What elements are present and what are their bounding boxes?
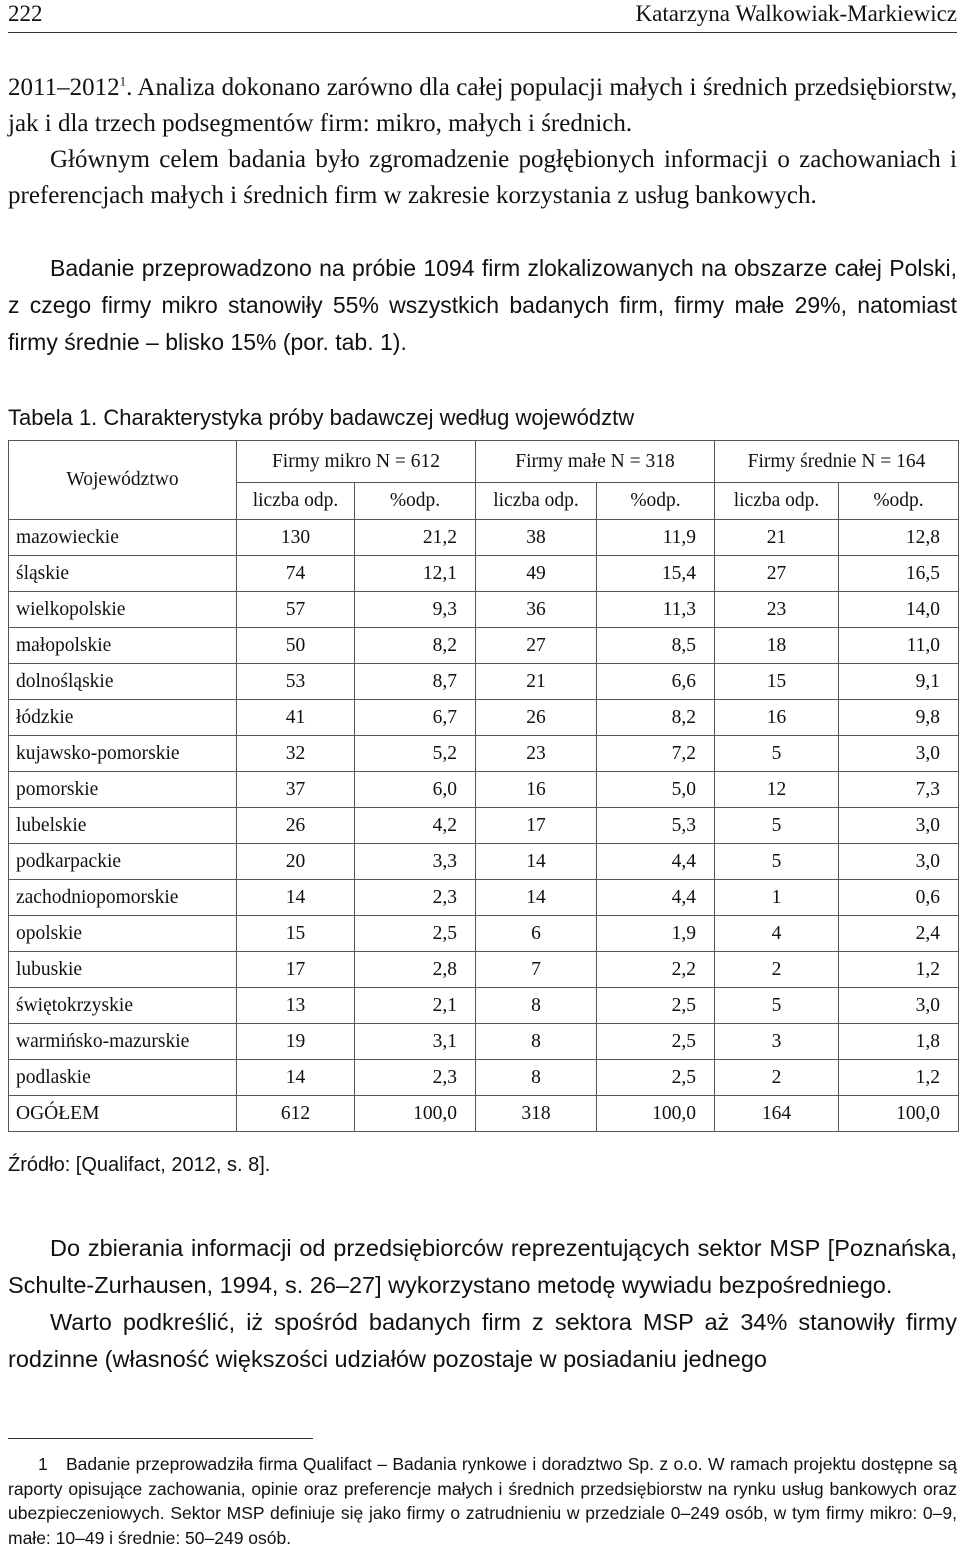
srednie-percent-cell: 2,4 xyxy=(839,916,959,952)
male-percent-cell: 4,4 xyxy=(597,844,715,880)
male-percent-cell: 4,4 xyxy=(597,880,715,916)
srednie-percent-cell: 1,2 xyxy=(839,1060,959,1096)
table-source: Źródło: [Qualifact, 2012, s. 8]. xyxy=(8,1154,271,1176)
subheader-percent: %odp. xyxy=(839,483,959,520)
male-percent-cell: 2,5 xyxy=(597,988,715,1024)
intro-block xyxy=(8,70,957,214)
sample-table xyxy=(8,440,959,1132)
male-percent-cell: 2,5 xyxy=(597,1024,715,1060)
table-row xyxy=(9,700,959,736)
region-name-cell: małopolskie xyxy=(9,628,237,664)
male-percent-cell: 8,5 xyxy=(597,628,715,664)
region-name-cell: kujawsko-pomorskie xyxy=(9,736,237,772)
mikro-count-cell: 57 xyxy=(237,592,355,628)
intro-text-1: . Analiza dokonano zarówno dla całej populacji małych i średnich przedsiębiorstw, jak i dla trzech podsegmentów firm: mikro, małych i średnich. xyxy=(8,74,957,137)
srednie-percent-cell: 1,2 xyxy=(839,952,959,988)
region-name-cell: łódzkie xyxy=(9,700,237,736)
body-block xyxy=(8,1230,957,1378)
srednie-count-cell: 15 xyxy=(715,664,839,700)
table-row xyxy=(9,808,959,844)
srednie-percent-cell: 3,0 xyxy=(839,844,959,880)
mikro-count-cell: 37 xyxy=(237,772,355,808)
sample-paragraph-block xyxy=(8,250,957,361)
mikro-percent-cell: 4,2 xyxy=(355,808,476,844)
mikro-count-cell: 612 xyxy=(237,1096,355,1132)
male-count-cell: 36 xyxy=(476,592,597,628)
body-paragraph-2: Warto podkreślić, iż spośród badanych firm z sektora MSP aż 34% stanowiły firmy rodzinne (własność większości udziałów pozostaje w posiadaniu jednego xyxy=(8,1309,957,1372)
table-row xyxy=(9,1060,959,1096)
male-percent-cell: 8,2 xyxy=(597,700,715,736)
footnote-mark: 1 xyxy=(38,1454,48,1474)
srednie-count-cell: 5 xyxy=(715,736,839,772)
group-header-mikro: Firmy mikro N = 612 xyxy=(237,441,476,483)
region-header: Województwo xyxy=(9,441,237,520)
running-author: Katarzyna Walkowiak-Markiewicz xyxy=(635,1,957,26)
srednie-percent-cell: 7,3 xyxy=(839,772,959,808)
table-row xyxy=(9,916,959,952)
mikro-percent-cell: 2,1 xyxy=(355,988,476,1024)
intro-years: 2011–2012 xyxy=(8,74,120,101)
region-name-cell: OGÓŁEM xyxy=(9,1096,237,1132)
table-row xyxy=(9,556,959,592)
mikro-count-cell: 41 xyxy=(237,700,355,736)
srednie-percent-cell: 12,8 xyxy=(839,520,959,556)
mikro-count-cell: 14 xyxy=(237,1060,355,1096)
male-percent-cell: 7,2 xyxy=(597,736,715,772)
srednie-percent-cell: 100,0 xyxy=(839,1096,959,1132)
mikro-percent-cell: 9,3 xyxy=(355,592,476,628)
mikro-percent-cell: 6,7 xyxy=(355,700,476,736)
region-name-cell: podlaskie xyxy=(9,1060,237,1096)
table-header-row-groups xyxy=(9,441,959,483)
mikro-count-cell: 130 xyxy=(237,520,355,556)
male-count-cell: 38 xyxy=(476,520,597,556)
mikro-count-cell: 26 xyxy=(237,808,355,844)
footnote-rule xyxy=(8,1438,313,1439)
male-count-cell: 6 xyxy=(476,916,597,952)
mikro-percent-cell: 12,1 xyxy=(355,556,476,592)
male-percent-cell: 15,4 xyxy=(597,556,715,592)
table-title: Tabela 1. Charakterystyka próby badawczej według województw xyxy=(8,405,635,430)
srednie-count-cell: 2 xyxy=(715,1060,839,1096)
table-row xyxy=(9,664,959,700)
srednie-count-cell: 1 xyxy=(715,880,839,916)
footnote xyxy=(8,1452,957,1550)
table-row xyxy=(9,628,959,664)
srednie-percent-cell: 3,0 xyxy=(839,736,959,772)
srednie-percent-cell: 1,8 xyxy=(839,1024,959,1060)
male-percent-cell: 11,9 xyxy=(597,520,715,556)
sample-paragraph: Badanie przeprowadzono na próbie 1094 firm zlokalizowanych na obszarze całej Polski, z czego firmy mikro stanowiły 55% wszystkich badanych firm, firmy małe 29%, natomiast firmy średnie – blisko 15% (por. tab. 1). xyxy=(8,255,957,355)
mikro-percent-cell: 8,7 xyxy=(355,664,476,700)
male-count-cell: 26 xyxy=(476,700,597,736)
male-count-cell: 23 xyxy=(476,736,597,772)
srednie-count-cell: 21 xyxy=(715,520,839,556)
male-percent-cell: 100,0 xyxy=(597,1096,715,1132)
footnote-ref: 1 xyxy=(119,73,127,89)
male-percent-cell: 2,2 xyxy=(597,952,715,988)
srednie-count-cell: 4 xyxy=(715,916,839,952)
male-count-cell: 14 xyxy=(476,880,597,916)
table-row xyxy=(9,1096,959,1132)
male-count-cell: 14 xyxy=(476,844,597,880)
table-row xyxy=(9,736,959,772)
srednie-count-cell: 3 xyxy=(715,1024,839,1060)
mikro-percent-cell: 2,5 xyxy=(355,916,476,952)
page-header xyxy=(8,0,957,32)
mikro-percent-cell: 3,3 xyxy=(355,844,476,880)
srednie-count-cell: 12 xyxy=(715,772,839,808)
region-name-cell: lubelskie xyxy=(9,808,237,844)
srednie-count-cell: 16 xyxy=(715,700,839,736)
page-number: 222 xyxy=(8,1,43,26)
table-row xyxy=(9,520,959,556)
table-row xyxy=(9,844,959,880)
table-row xyxy=(9,988,959,1024)
srednie-percent-cell: 0,6 xyxy=(839,880,959,916)
table-row xyxy=(9,772,959,808)
region-name-cell: świętokrzyskie xyxy=(9,988,237,1024)
mikro-percent-cell: 21,2 xyxy=(355,520,476,556)
region-name-cell: warmińsko-mazurskie xyxy=(9,1024,237,1060)
male-count-cell: 8 xyxy=(476,988,597,1024)
subheader-percent: %odp. xyxy=(597,483,715,520)
mikro-count-cell: 13 xyxy=(237,988,355,1024)
srednie-count-cell: 2 xyxy=(715,952,839,988)
region-name-cell: dolnośląskie xyxy=(9,664,237,700)
region-name-cell: lubuskie xyxy=(9,952,237,988)
table-row xyxy=(9,592,959,628)
male-percent-cell: 6,6 xyxy=(597,664,715,700)
region-name-cell: zachodniopomorskie xyxy=(9,880,237,916)
table-body xyxy=(9,520,959,1132)
subheader-count: liczba odp. xyxy=(715,483,839,520)
mikro-count-cell: 20 xyxy=(237,844,355,880)
srednie-count-cell: 5 xyxy=(715,988,839,1024)
srednie-percent-cell: 9,1 xyxy=(839,664,959,700)
region-name-cell: mazowieckie xyxy=(9,520,237,556)
region-name-cell: wielkopolskie xyxy=(9,592,237,628)
intro-paragraph-2: Głównym celem badania było zgromadzenie pogłębionych informacji o zachowaniach i preferencjach małych i średnich firm w zakresie korzystania z usług bankowych. xyxy=(8,146,957,209)
intro-paragraph-1 xyxy=(8,70,957,142)
male-percent-cell: 2,5 xyxy=(597,1060,715,1096)
mikro-percent-cell: 6,0 xyxy=(355,772,476,808)
mikro-count-cell: 17 xyxy=(237,952,355,988)
mikro-count-cell: 32 xyxy=(237,736,355,772)
srednie-count-cell: 5 xyxy=(715,808,839,844)
body-paragraph-1: Do zbierania informacji od przedsiębiorców reprezentujących sektor MSP [Poznańska, Schulte-Zurhausen, 1994, s. 26–27] wykorzystano metodę wywiadu bezpośredniego. xyxy=(8,1235,957,1298)
srednie-percent-cell: 11,0 xyxy=(839,628,959,664)
mikro-count-cell: 53 xyxy=(237,664,355,700)
srednie-percent-cell: 9,8 xyxy=(839,700,959,736)
mikro-percent-cell: 2,3 xyxy=(355,1060,476,1096)
mikro-count-cell: 15 xyxy=(237,916,355,952)
mikro-count-cell: 14 xyxy=(237,880,355,916)
mikro-count-cell: 50 xyxy=(237,628,355,664)
region-name-cell: opolskie xyxy=(9,916,237,952)
region-name-cell: śląskie xyxy=(9,556,237,592)
male-count-cell: 27 xyxy=(476,628,597,664)
header-rule xyxy=(8,32,957,33)
table-row xyxy=(9,1024,959,1060)
subheader-percent: %odp. xyxy=(355,483,476,520)
mikro-percent-cell: 8,2 xyxy=(355,628,476,664)
male-count-cell: 49 xyxy=(476,556,597,592)
male-percent-cell: 1,9 xyxy=(597,916,715,952)
male-count-cell: 16 xyxy=(476,772,597,808)
srednie-count-cell: 164 xyxy=(715,1096,839,1132)
mikro-percent-cell: 3,1 xyxy=(355,1024,476,1060)
srednie-percent-cell: 3,0 xyxy=(839,808,959,844)
male-count-cell: 21 xyxy=(476,664,597,700)
region-name-cell: podkarpackie xyxy=(9,844,237,880)
srednie-count-cell: 23 xyxy=(715,592,839,628)
male-percent-cell: 5,3 xyxy=(597,808,715,844)
male-percent-cell: 11,3 xyxy=(597,592,715,628)
srednie-count-cell: 5 xyxy=(715,844,839,880)
footnote-paragraph xyxy=(8,1452,957,1550)
group-header-male: Firmy małe N = 318 xyxy=(476,441,715,483)
region-name-cell: pomorskie xyxy=(9,772,237,808)
male-count-cell: 8 xyxy=(476,1060,597,1096)
table-row xyxy=(9,880,959,916)
mikro-count-cell: 74 xyxy=(237,556,355,592)
srednie-percent-cell: 14,0 xyxy=(839,592,959,628)
mikro-percent-cell: 2,3 xyxy=(355,880,476,916)
male-count-cell: 7 xyxy=(476,952,597,988)
group-header-srednie: Firmy średnie N = 164 xyxy=(715,441,959,483)
male-percent-cell: 5,0 xyxy=(597,772,715,808)
subheader-count: liczba odp. xyxy=(237,483,355,520)
srednie-percent-cell: 3,0 xyxy=(839,988,959,1024)
mikro-percent-cell: 5,2 xyxy=(355,736,476,772)
srednie-count-cell: 27 xyxy=(715,556,839,592)
male-count-cell: 8 xyxy=(476,1024,597,1060)
mikro-percent-cell: 2,8 xyxy=(355,952,476,988)
footnote-text: Badanie przeprowadziła firma Qualifact – Badania rynkowe i doradztwo Sp. z o.o. W ramach projektu dostępne są raporty opisujące zachowania, opinie oraz preferencje małych i średnich przedsiębiorstw na rynku usług bankowych oraz ubezpieczeniowych. Sektor MSP definiuje się jako firmy o zatrudnieniu w przedziale 0–249 osób, w tym firmy mikro: 0–9, małe: 10–49 i średnie: 50–249 osób. xyxy=(8,1454,957,1548)
subheader-count: liczba odp. xyxy=(476,483,597,520)
male-count-cell: 17 xyxy=(476,808,597,844)
mikro-percent-cell: 100,0 xyxy=(355,1096,476,1132)
male-count-cell: 318 xyxy=(476,1096,597,1132)
table-row xyxy=(9,952,959,988)
srednie-count-cell: 18 xyxy=(715,628,839,664)
mikro-count-cell: 19 xyxy=(237,1024,355,1060)
srednie-percent-cell: 16,5 xyxy=(839,556,959,592)
